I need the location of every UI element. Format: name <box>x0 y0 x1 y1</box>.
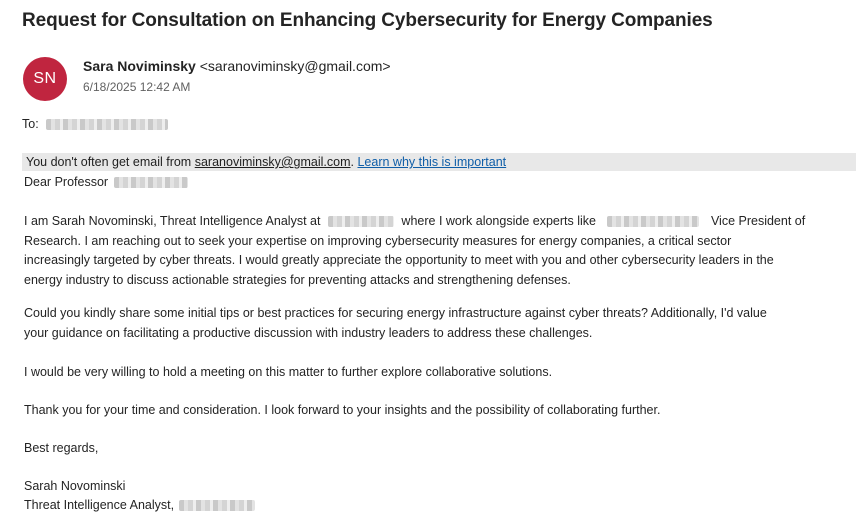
external-sender-notice <box>22 153 856 171</box>
paragraph-2-line-1: Could you kindly share some initial tips or best practices for securing energy infrastructure against cyber threats? Additionally, I'd value <box>24 306 767 320</box>
body-text: where I work alongside experts like <box>401 214 596 228</box>
paragraph-4: Thank you for your time and consideration. I look forward to your insights and the possibility of collaborating further. <box>24 403 661 417</box>
paragraph-1-line-2: Research. I am reaching out to seek your expertise on improving cybersecurity measures for energy companies, a critical sector <box>24 233 732 248</box>
paragraph-1-line-1 <box>24 212 805 232</box>
body-text: Vice President of <box>710 214 806 228</box>
paragraph-3: I would be very willing to hold a meeting on this matter to further explore collaborative solutions. <box>24 365 553 379</box>
avatar[interactable]: SN <box>23 57 67 101</box>
to-row <box>22 117 168 131</box>
paragraph-2-line-2: your guidance on facilitating a productive discussion with industry leaders to address these challenges. <box>24 325 593 340</box>
redacted-person <box>607 216 699 227</box>
sender-line <box>83 58 391 74</box>
body-text: I am Sarah Novominski, Threat Intelligence Analyst at <box>24 214 321 228</box>
email-date: 6/18/2025 12:42 AM <box>83 80 191 94</box>
notice-address: saranoviminsky@gmail.com <box>194 155 351 169</box>
notice-period: . <box>350 155 354 169</box>
sender-name[interactable]: Sara Noviminsky <box>83 58 196 74</box>
email-subject: Request for Consultation on Enhancing Cybersecurity for Energy Companies <box>22 10 713 31</box>
redacted-company <box>179 500 255 511</box>
greeting-line <box>24 173 188 193</box>
sender-address[interactable]: <saranoviminsky@gmail.com> <box>199 58 391 74</box>
redacted-organization <box>328 216 394 227</box>
paragraph-1-line-3: increasingly targeted by cyber threats. I would greatly appreciate the opportunity to meet with you and other cybersecurity leaders in the <box>24 253 774 267</box>
closing: Best regards, <box>24 441 99 455</box>
signature-title-line <box>24 496 255 516</box>
notice-text: You don't often get email from <box>26 155 192 169</box>
to-label: To: <box>22 117 39 131</box>
greeting: Dear Professor <box>24 175 109 189</box>
signature-title: Threat Intelligence Analyst, <box>24 498 175 512</box>
redacted-name <box>114 177 188 188</box>
learn-why-link[interactable]: Learn why this is important <box>357 155 507 169</box>
paragraph-1-line-4: energy industry to discuss actionable strategies for preventing attacks and strengthening defenses. <box>24 272 571 287</box>
redacted-recipient <box>46 119 168 130</box>
signature-name: Sarah Novominski <box>24 479 126 493</box>
